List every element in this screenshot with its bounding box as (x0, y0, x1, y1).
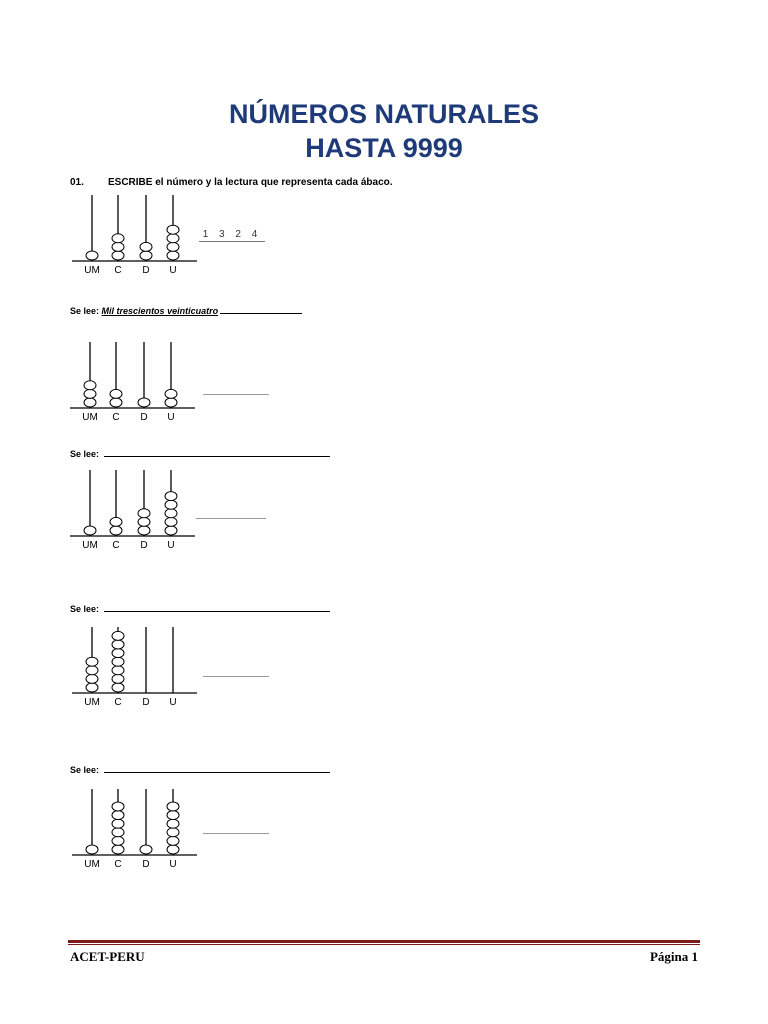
abacus-bead (167, 234, 179, 243)
abacus-bead (110, 526, 122, 535)
place-label: D (140, 412, 148, 423)
abacus-bead (86, 251, 98, 260)
abacus-bead (138, 526, 150, 535)
place-label: UM (84, 265, 100, 276)
abacus-2 (70, 342, 195, 432)
place-label: UM (82, 540, 98, 551)
abacus-bead (112, 657, 124, 666)
abacus-drawing (72, 789, 197, 879)
abacus-bead (138, 398, 150, 407)
abacus-bead (112, 828, 124, 837)
abacus-bead (167, 802, 179, 811)
abacus-bead (138, 517, 150, 526)
abacus-bead (112, 836, 124, 845)
abacus-bead (167, 225, 179, 234)
place-label: UM (82, 412, 98, 423)
abacus-bead (167, 828, 179, 837)
reading-label: Se lee: (70, 604, 100, 614)
abacus-bead (112, 649, 124, 658)
abacus-drawing (70, 342, 195, 432)
reading-rule (104, 772, 330, 773)
answer-line-5 (203, 833, 269, 834)
instruction-text: ESCRIBE el número y la lectura que representa cada ábaco. (108, 177, 393, 188)
abacus-bead (84, 381, 96, 390)
abacus-bead (165, 500, 177, 509)
abacus-bead (112, 811, 124, 820)
abacus-1 (72, 195, 197, 285)
footer-page-number: Página 1 (649, 949, 698, 964)
footer-org: ACET-PERU (70, 949, 145, 964)
reading-line-3 (70, 604, 330, 614)
abacus-bead (110, 389, 122, 398)
footer-rule (68, 940, 700, 943)
answer-line-1: 1 3 2 4 (199, 229, 265, 242)
reading-line-2 (70, 449, 330, 459)
place-label: U (169, 265, 177, 276)
abacus-drawing (72, 195, 197, 285)
abacus-bead (167, 836, 179, 845)
abacus-bead (138, 509, 150, 518)
reading-rule (104, 456, 330, 457)
reading-line-4 (70, 765, 330, 775)
abacus-bead (84, 398, 96, 407)
abacus-bead (84, 526, 96, 535)
reading-label: Se lee: (70, 306, 100, 316)
abacus-bead (112, 683, 124, 692)
place-label: U (167, 540, 175, 551)
abacus-bead (112, 666, 124, 675)
abacus-bead (86, 666, 98, 675)
place-label: D (142, 697, 150, 708)
abacus-4 (72, 627, 197, 717)
abacus-bead (140, 242, 152, 251)
reading-line-1 (70, 306, 302, 316)
abacus-bead (140, 251, 152, 260)
abacus-bead (165, 509, 177, 518)
abacus-5 (72, 789, 197, 879)
abacus-bead (140, 845, 152, 854)
place-label: C (114, 859, 122, 870)
instruction-number: 01. (70, 177, 84, 188)
place-label: U (169, 859, 177, 870)
abacus-bead (167, 811, 179, 820)
place-label: C (114, 697, 122, 708)
reading-label: Se lee: (70, 449, 100, 459)
page-title-line-1: NÚMEROS NATURALES (229, 99, 539, 129)
abacus-bead (165, 517, 177, 526)
reading-label: Se lee: (70, 765, 100, 775)
abacus-bead (86, 845, 98, 854)
place-label: C (114, 265, 122, 276)
abacus-3 (70, 470, 195, 560)
place-label: UM (84, 697, 100, 708)
abacus-bead (167, 251, 179, 260)
abacus-bead (167, 242, 179, 251)
abacus-bead (112, 242, 124, 251)
abacus-drawing (72, 627, 197, 717)
place-label: D (142, 265, 150, 276)
place-label: U (167, 412, 175, 423)
place-label: UM (84, 859, 100, 870)
abacus-drawing (70, 470, 195, 560)
abacus-bead (165, 526, 177, 535)
abacus-bead (165, 492, 177, 501)
answer-line-2 (203, 394, 269, 395)
abacus-bead (112, 234, 124, 243)
place-label: C (112, 412, 120, 423)
abacus-bead (112, 631, 124, 640)
abacus-bead (112, 802, 124, 811)
abacus-bead (84, 389, 96, 398)
abacus-bead (167, 819, 179, 828)
abacus-bead (110, 398, 122, 407)
abacus-bead (112, 640, 124, 649)
place-label: D (142, 859, 150, 870)
place-label: C (112, 540, 120, 551)
page-title-line-2: HASTA 9999 (305, 133, 463, 163)
reading-rule (220, 313, 302, 314)
reading-rule (104, 611, 330, 612)
abacus-bead (112, 845, 124, 854)
abacus-bead (86, 683, 98, 692)
abacus-bead (112, 674, 124, 683)
abacus-bead (165, 398, 177, 407)
place-label: D (140, 540, 148, 551)
abacus-bead (165, 389, 177, 398)
abacus-bead (86, 674, 98, 683)
abacus-bead (110, 517, 122, 526)
abacus-bead (112, 251, 124, 260)
reading-text: Mil trescientos veinticuatro (101, 306, 219, 316)
abacus-bead (86, 657, 98, 666)
footer-rule-thin (68, 944, 700, 945)
place-label: U (169, 697, 177, 708)
abacus-bead (112, 819, 124, 828)
answer-line-3 (196, 518, 266, 519)
answer-line-4 (203, 676, 269, 677)
abacus-bead (167, 845, 179, 854)
instruction (70, 177, 393, 188)
